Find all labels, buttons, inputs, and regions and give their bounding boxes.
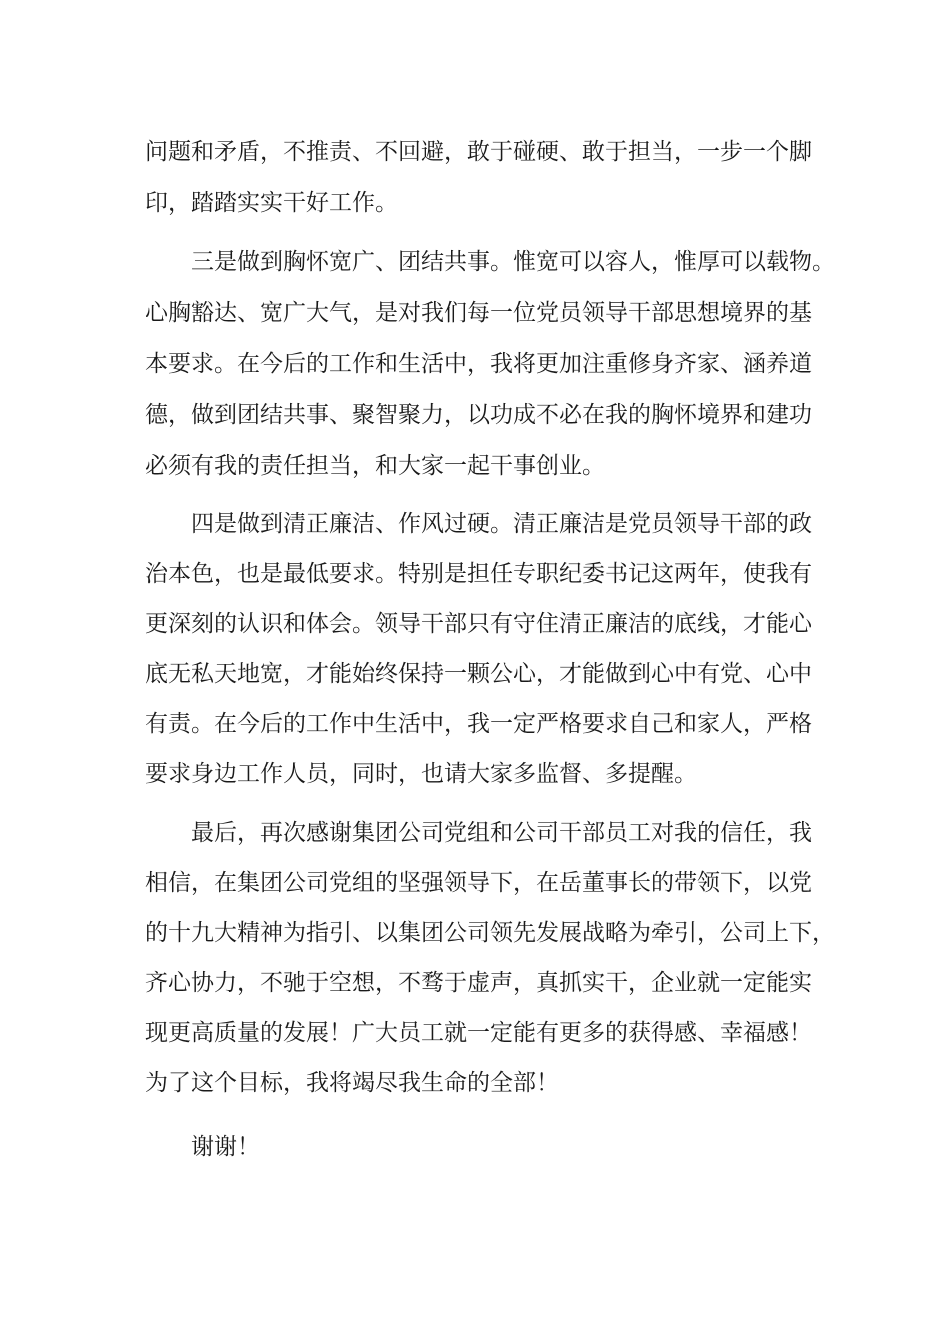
- text-line: 现更高质量的发展！广大员工就一定能有更多的获得感、幸福感！: [145, 1020, 812, 1046]
- text-line: 本要求。在今后的工作和生活中，我将更加注重修身齐家、涵养道: [145, 351, 812, 377]
- text-line: 印，踏踏实实干好工作。: [145, 190, 398, 216]
- text-line: 更深刻的认识和体会。领导干部只有守住清正廉洁的底线，才能心: [145, 611, 812, 637]
- text-line: 德，做到团结共事、聚智聚力，以功成不必在我的胸怀境界和建功: [145, 402, 812, 428]
- text-line: 有责。在今后的工作中生活中，我一定严格要求自己和家人，严格: [145, 711, 812, 737]
- text-line: 为了这个目标，我将竭尽我生命的全部！: [145, 1070, 559, 1096]
- text-line: 要求身边工作人员，同时，也请大家多监督、多提醒。: [145, 761, 697, 787]
- text-line: 底无私天地宽，才能始终保持一颗公心，才能做到心中有党、心中: [145, 661, 812, 687]
- paragraph-start-line: 最后，再次感谢集团公司党组和公司干部员工对我的信任，我: [191, 820, 812, 846]
- text-line: 心胸豁达、宽广大气，是对我们每一位党员领导干部思想境界的基: [145, 300, 812, 326]
- text-line: 必须有我的责任担当，和大家一起干事创业。: [145, 453, 605, 479]
- text-line: 相信，在集团公司党组的坚强领导下，在岳董事长的带领下，以党: [145, 870, 812, 896]
- paragraph-start-line: 四是做到清正廉洁、作风过硬。清正廉洁是党员领导干部的政: [191, 511, 812, 537]
- paragraph-start-line: 三是做到胸怀宽广、团结共事。惟宽可以容人，惟厚可以载物。: [191, 249, 835, 275]
- text-line: 齐心协力，不驰于空想，不骛于虚声，真抓实干，企业就一定能实: [145, 970, 812, 996]
- text-line: 的十九大精神为指引、以集团公司领先发展战略为牵引，公司上下，: [145, 920, 835, 946]
- closing-line: 谢谢！: [191, 1134, 260, 1160]
- text-line: 问题和矛盾，不推责、不回避，敢于碰硬、敢于担当，一步一个脚: [145, 139, 812, 165]
- text-line: 治本色，也是最低要求。特别是担任专职纪委书记这两年，使我有: [145, 561, 812, 587]
